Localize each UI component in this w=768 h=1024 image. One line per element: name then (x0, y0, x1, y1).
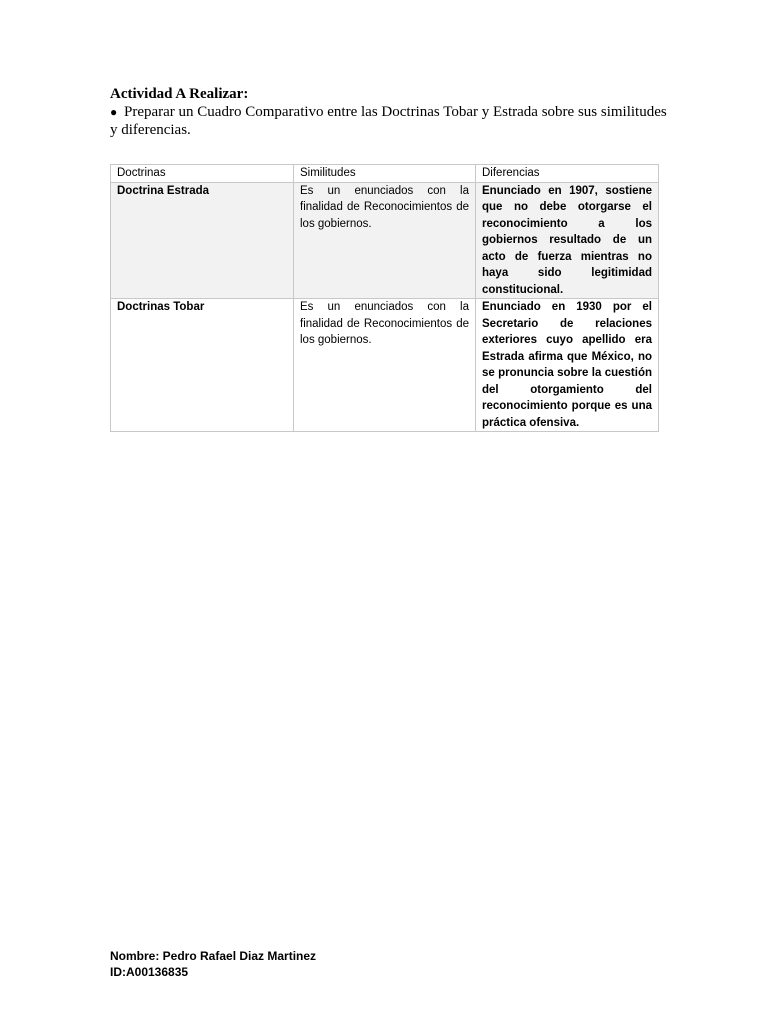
instruction-text: Preparar un Cuadro Comparativo entre las Doctrinas Tobar y Estrada sobre sus similitudes y diferencias. (110, 104, 667, 138)
bullet-icon: ● (110, 105, 118, 119)
table-row-estrada (111, 182, 659, 299)
similarity-cell: Es un enunciados con la finalidad de Reconocimientos de los gobiernos. (294, 299, 476, 432)
table-row-tobar (111, 299, 659, 432)
column-header-similitudes: Similitudes (294, 165, 476, 183)
author-footer (110, 948, 316, 980)
doctrine-name-cell: Doctrina Estrada (111, 182, 294, 299)
similarity-cell: Es un enunciados con la finalidad de Reconocimientos de los gobiernos. (294, 182, 476, 299)
comparison-table (110, 164, 659, 432)
column-header-diferencias: Diferencias (476, 165, 659, 183)
activity-title: Actividad A Realizar: (110, 86, 249, 102)
activity-section (110, 85, 670, 139)
difference-cell: Enunciado en 1907, sostiene que no debe otorgarse el reconocimiento a los gobiernos resultado de un acto de fuerza mientras no haya sido legitimidad constitucional. (476, 182, 659, 299)
author-name: Nombre: Pedro Rafael Diaz Martinez (110, 949, 317, 963)
doctrine-name-cell: Doctrinas Tobar (111, 299, 294, 432)
activity-instruction (110, 103, 670, 139)
author-id: ID:A00136835 (110, 965, 189, 979)
column-header-doctrinas: Doctrinas (111, 165, 294, 183)
table-header-row (111, 165, 659, 183)
difference-cell: Enunciado en 1930 por el Secretario de relaciones exteriores cuyo apellido era Estrada afirma que México, no se pronuncia sobre la cuestión del otorgamiento del reconocimiento porque es una práctica ofensiva. (476, 299, 659, 432)
